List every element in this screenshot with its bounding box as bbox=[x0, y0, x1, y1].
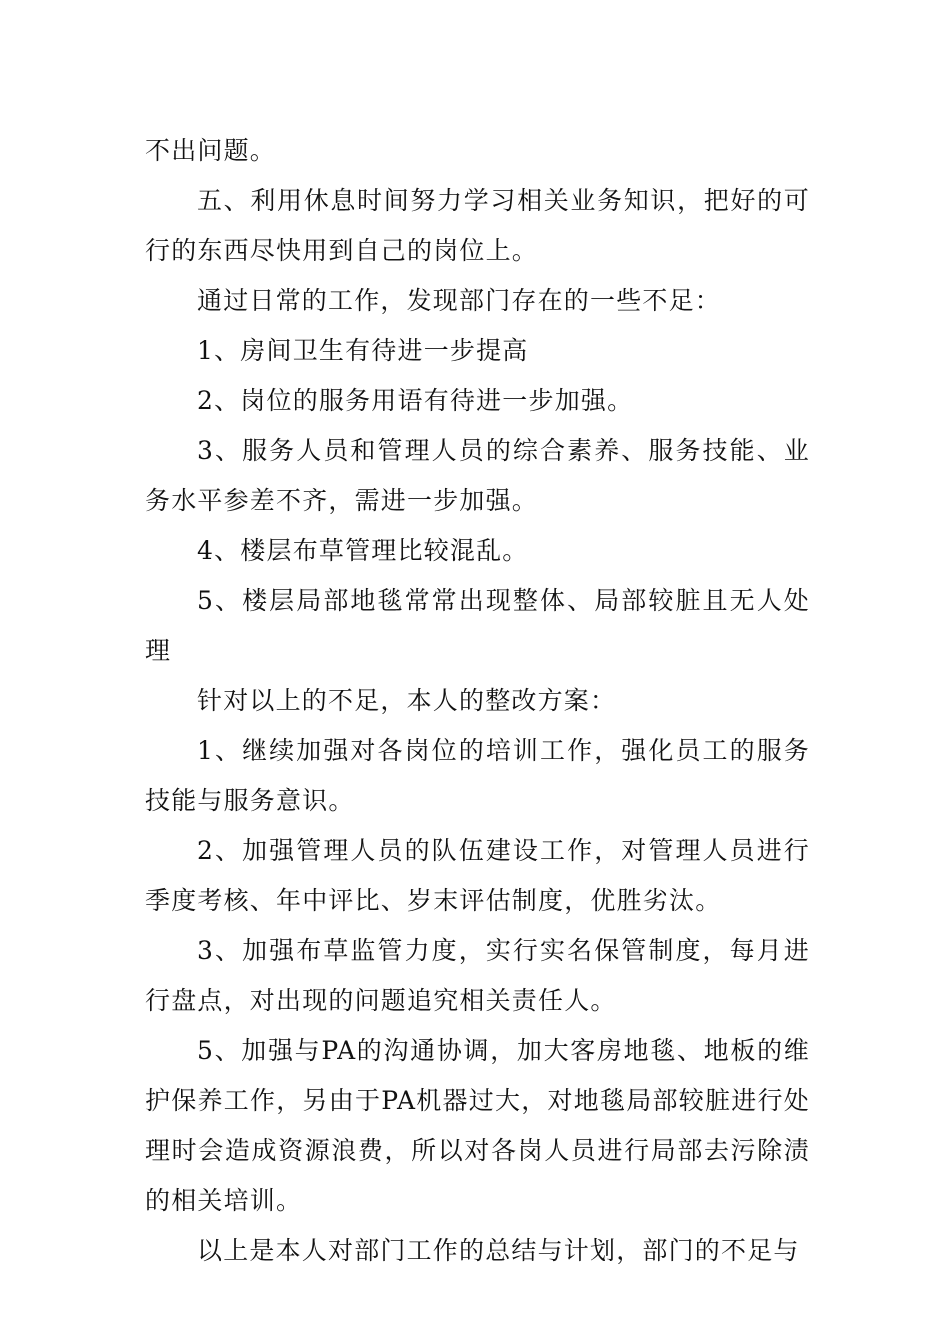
paragraph-3: 通过日常的工作，发现部门存在的一些不足： bbox=[197, 286, 722, 315]
paragraph-4: 1、房间卫生有待进一步提高 bbox=[197, 336, 529, 365]
paragraph-6: 3、服务人员和管理人员的综合素养、服务技能、业务水平参差不齐，需进一步加强。 bbox=[145, 436, 810, 515]
document-body bbox=[145, 126, 810, 1276]
paragraph-11: 2、加强管理人员的队伍建设工作，对管理人员进行季度考核、年中评比、岁末评估制度，优胜劣汰。 bbox=[145, 836, 810, 915]
paragraph-2: 五、利用休息时间努力学习相关业务知识，把好的可行的东西尽快用到自己的岗位上。 bbox=[145, 186, 810, 265]
paragraph-12: 3、加强布草监管力度，实行实名保管制度，每月进行盘点，对出现的问题追究相关责任人。 bbox=[145, 936, 810, 1015]
paragraph-10: 1、继续加强对各岗位的培训工作，强化员工的服务技能与服务意识。 bbox=[145, 736, 810, 815]
paragraph-8: 5、楼层局部地毯常常出现整体、局部较脏且无人处理 bbox=[145, 586, 810, 665]
paragraph-13: 5、加强与PA的沟通协调，加大客房地毯、地板的维护保养工作，另由于PA机器过大，对地毯局部较脏进行处理时会造成资源浪费，所以对各岗人员进行局部去污除渍的相关培训。 bbox=[145, 1036, 810, 1215]
paragraph-5: 2、岗位的服务用语有待进一步加强。 bbox=[197, 386, 634, 415]
paragraph-7: 4、楼层布草管理比较混乱。 bbox=[197, 536, 529, 565]
paragraph-1: 不出问题。 bbox=[145, 136, 277, 165]
paragraph-14: 以上是本人对部门工作的总结与计划，部门的不足与 bbox=[197, 1236, 800, 1265]
paragraph-9: 针对以上的不足，本人的整改方案： bbox=[197, 686, 617, 715]
